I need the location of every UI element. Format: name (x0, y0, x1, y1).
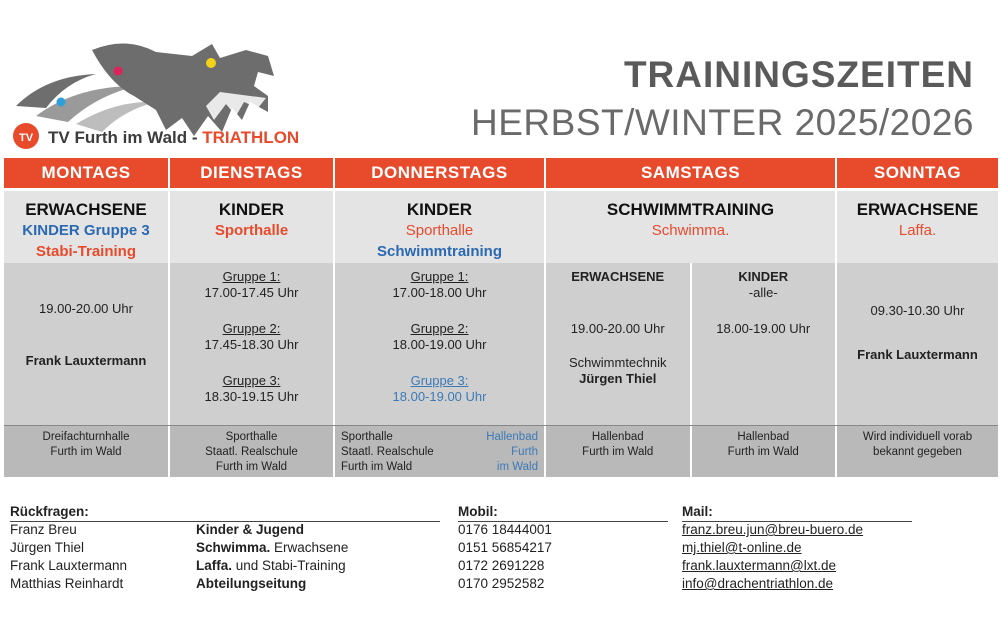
subgroup-title: KINDER (738, 269, 789, 284)
time-cell-sonntag (837, 263, 998, 425)
contacts-heading: Rückfragen: (10, 504, 89, 519)
group-title: KINDER (406, 200, 473, 219)
day-header-donnerstag: DONNERSTAGS (335, 158, 546, 188)
location-text: Hallenbad (737, 431, 790, 443)
day-header-dienstag: DIENSTAGS (170, 158, 335, 188)
time-text: 17.00-18.00 Uhr (392, 285, 487, 300)
day-header-montag: MONTAGS (4, 158, 170, 188)
time-cell-dienstag (170, 263, 335, 425)
page-subtitle: HERBST/WINTER 2025/2026 (471, 102, 974, 143)
location-row (4, 425, 998, 477)
group-cell-dienstag (170, 191, 335, 263)
location-text: im Wald (496, 461, 538, 473)
time-text: 09.30-10.30 Uhr (870, 303, 965, 318)
location-text: Furth im Wald (582, 446, 654, 458)
group-row (4, 191, 998, 263)
location-cell-dienstag (170, 426, 335, 477)
contact-mail-link[interactable]: franz.breu.jun@breu-buero.de (682, 522, 864, 537)
location-cell-montag (4, 426, 170, 477)
time-text: 17.00-17.45 Uhr (204, 285, 299, 300)
time-cell-samstag (546, 263, 837, 425)
group-cell-montag (4, 191, 170, 263)
group-cell-samstag (546, 191, 837, 263)
contact-mobile: 0172 2691228 (458, 558, 545, 573)
contact-name: Frank Lauxtermann (10, 558, 128, 573)
day-header-samstag: SAMSTAGS (546, 158, 837, 188)
location-text: Sporthalle (225, 431, 278, 443)
location-text: bekannt gegeben (873, 446, 962, 458)
time-row (4, 263, 998, 425)
time-text: 18.00-19.00 Uhr (392, 389, 487, 404)
contact-role: Schwimma. (196, 540, 271, 555)
time-text: 18.30-19.15 Uhr (204, 389, 299, 404)
mail-heading: Mail: (682, 504, 713, 519)
group-label: Gruppe 2: (222, 321, 281, 336)
group-sub: Sporthalle (405, 222, 474, 239)
contact-mobile: 0176 18444001 (458, 522, 552, 537)
group-sub: Sporthalle (214, 222, 289, 239)
location-text: Furth im Wald (215, 461, 288, 473)
contact-row (10, 576, 990, 594)
location-text: Furth im Wald (341, 461, 413, 473)
group-sub: KINDER Gruppe 3 (22, 222, 150, 239)
trainer-name: Frank Lauxtermann (25, 353, 147, 368)
location-cell-samstag (546, 426, 837, 477)
club-sport: TRIATHLON (202, 128, 300, 147)
contact-row (10, 540, 990, 558)
trainer-name: Jürgen Thiel (579, 371, 657, 386)
day-header-row (4, 158, 998, 188)
samstag-kinder (692, 263, 836, 425)
location-text: Furth (511, 446, 538, 458)
group-title: SCHWIMMTRAINING (606, 200, 775, 219)
group-label: Gruppe 1: (222, 269, 281, 284)
group-sub: Schwimmtraining (376, 243, 503, 260)
location-cell-donnerstag (335, 426, 546, 477)
group-sub: Stabi-Training (35, 243, 136, 260)
contact-mail-link[interactable]: info@drachentriathlon.de (682, 576, 834, 591)
location-text: Furth im Wald (727, 446, 799, 458)
page-title: TRAININGSZEITEN (623, 54, 974, 95)
contact-mail-link[interactable]: mj.thiel@t-online.de (682, 540, 802, 555)
contact-mobile: 0170 2952582 (458, 576, 545, 591)
time-text: 18.00-19.00 Uhr (392, 337, 487, 352)
contact-name: Matthias Reinhardt (10, 576, 124, 591)
location-cell-sonntag (837, 426, 998, 477)
location-text: Wird individuell vorab (862, 431, 973, 443)
location-text: Dreifachturnhalle (42, 431, 130, 443)
group-title: KINDER (218, 200, 285, 219)
time-cell-montag (4, 263, 170, 425)
contact-mobile: 0151 56854217 (458, 540, 552, 555)
contact-role-rest: und Stabi-Training (232, 558, 346, 573)
contact-row (10, 558, 990, 576)
contact-role: Laffa. (196, 558, 233, 573)
club-org: TV Furth im Wald - (48, 128, 203, 147)
group-cell-sonntag (837, 191, 998, 263)
time-text: 18.00-19.00 Uhr (716, 321, 811, 336)
subgroup-sub: -alle- (748, 285, 778, 300)
contact-name: Jürgen Thiel (10, 540, 85, 555)
contact-name: Franz Breu (10, 522, 77, 537)
group-label: Gruppe 3: (410, 373, 469, 388)
location-text: Hallenbad (486, 431, 538, 443)
subgroup-title: ERWACHSENE (571, 269, 665, 284)
mobile-heading: Mobil: (458, 504, 498, 519)
trainer-name: Frank Lauxtermann (857, 347, 978, 362)
group-sub: Laffa. (898, 222, 937, 239)
location-text: Sporthalle (341, 431, 393, 443)
time-text: 19.00-20.00 Uhr (570, 321, 665, 336)
time-cell-donnerstag (335, 263, 546, 425)
time-text: 19.00-20.00 Uhr (39, 301, 133, 316)
group-label: Gruppe 2: (410, 321, 469, 336)
group-cell-donnerstag (335, 191, 546, 263)
group-sub: Schwimma. (651, 222, 730, 239)
group-title: ERWACHSENE (856, 200, 979, 219)
svg-text:TV: TV (18, 132, 34, 144)
location-text: Hallenbad (591, 431, 644, 443)
contact-row (10, 522, 990, 540)
club-name (48, 128, 299, 148)
note-text: Schwimmtechnik (568, 355, 667, 370)
schedule-table (4, 158, 998, 477)
time-text: 17.45-18.30 Uhr (204, 337, 299, 352)
group-title: ERWACHSENE (25, 200, 147, 219)
samstag-erwachsene (546, 263, 692, 425)
location-text: Furth im Wald (50, 446, 122, 458)
contact-role: Kinder & Jugend (196, 522, 305, 537)
contact-role-rest: Erwachsene (270, 540, 349, 555)
contact-mail-link[interactable]: frank.lauxtermann@lxt.de (682, 558, 837, 573)
day-header-sonntag: SONNTAG (837, 158, 998, 188)
group-label: Gruppe 1: (410, 269, 469, 284)
location-text: Staatl. Realschule (205, 446, 298, 458)
location-text: Staatl. Realschule (341, 446, 434, 458)
contact-role: Abteilungseitung (196, 576, 307, 591)
group-label: Gruppe 3: (222, 373, 281, 388)
